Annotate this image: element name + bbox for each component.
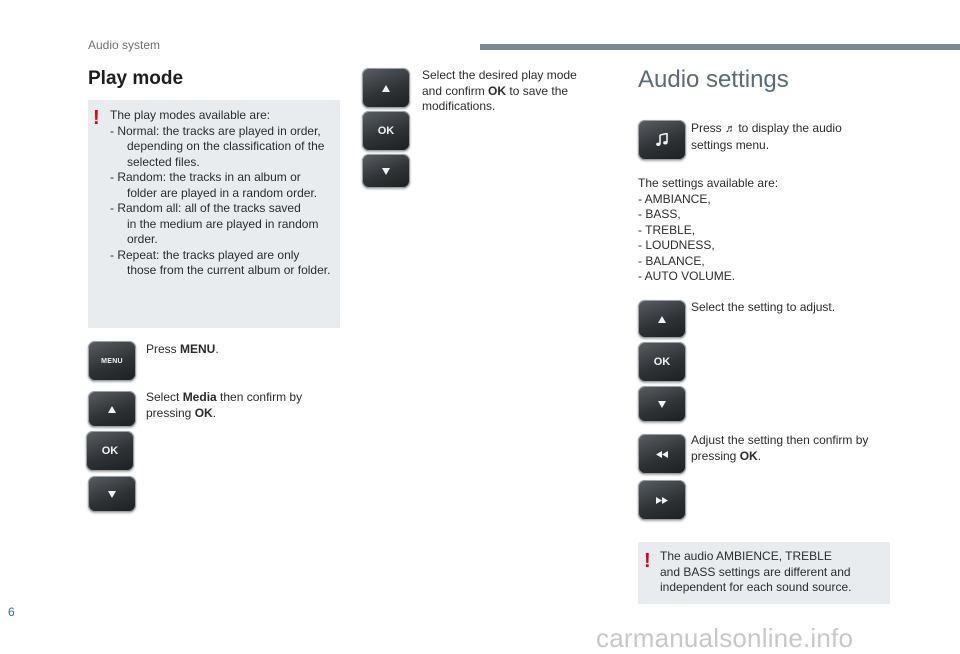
play-mode-note-text — [110, 108, 338, 279]
middle-line1: Select the desired play mode — [422, 68, 577, 82]
section-header: Audio system — [88, 38, 161, 52]
note-line: selected files. — [127, 154, 200, 169]
press-suffix: . — [215, 342, 219, 356]
down-arrow-icon — [382, 168, 390, 175]
down-button[interactable] — [88, 476, 136, 512]
note-line: depending on the classification of the — [127, 139, 325, 153]
select-play-mode-text — [422, 68, 592, 115]
middle-line2-prefix: and confirm — [422, 83, 489, 98]
select-media-text — [146, 390, 336, 421]
settings-item: - LOUDNESS, — [638, 238, 715, 252]
audio-settings-button[interactable] — [638, 120, 686, 160]
middle-line3: modifications. — [422, 99, 496, 113]
audio-note-line: and BASS settings are different and — [660, 564, 851, 579]
rewind-icon — [656, 451, 668, 458]
rewind-button[interactable] — [638, 434, 686, 474]
menu-button[interactable]: MENU — [88, 341, 136, 381]
settings-item: - AUTO VOLUME. — [638, 269, 736, 283]
settings-item: - AMBIANCE, — [638, 191, 711, 206]
settings-intro: The settings available are: — [638, 176, 779, 190]
ok-button[interactable]: OK — [86, 431, 134, 471]
warning-icon: ! — [644, 550, 651, 572]
up-arrow-icon — [108, 406, 116, 413]
adjust-line1: Adjust the setting then confirm by — [691, 433, 869, 447]
up-arrow-icon — [382, 85, 390, 92]
adjust-line2-suffix: . — [757, 448, 762, 463]
press-prefix: Press — [146, 342, 181, 356]
fast-forward-button[interactable] — [638, 480, 686, 520]
press-audio-text — [691, 121, 891, 153]
adjust-line2-prefix: pressing — [691, 448, 740, 463]
down-button[interactable] — [362, 154, 410, 188]
down-arrow-icon — [108, 491, 116, 498]
note-line: - Repeat: the tracks played are only — [110, 247, 300, 262]
watermark: carmanualsonline.info — [596, 623, 854, 653]
audio-note-line: The audio AMBIENCE, TREBLE — [660, 549, 832, 563]
music-note-icon: ♬ — [725, 123, 737, 135]
up-button[interactable] — [88, 391, 136, 427]
header-bar — [480, 44, 960, 50]
adjust-setting-text — [691, 433, 891, 464]
select-mid: then confirm by — [216, 390, 303, 404]
press-line1-prefix: Press — [691, 121, 726, 135]
note-line: The play modes available are: — [110, 108, 271, 122]
note-line: - Random all: all of the tracks saved — [110, 201, 301, 215]
adjust-line2-key: OK — [739, 448, 758, 463]
note-line: those from the current album or folder. — [127, 263, 331, 277]
select-line2-suffix: . — [212, 405, 217, 420]
settings-list — [638, 176, 838, 285]
middle-line2-key: OK — [488, 83, 507, 98]
audio-note-line: independent for each sound source. — [660, 580, 852, 594]
music-note-icon — [655, 133, 669, 147]
down-arrow-icon — [658, 401, 666, 408]
select-key: Media — [182, 390, 217, 404]
settings-item: - BALANCE, — [638, 253, 705, 268]
settings-item: - TREBLE, — [638, 222, 696, 237]
select-prefix: Select — [146, 390, 183, 404]
middle-line2-suffix: to save the — [506, 83, 569, 98]
select-line2-key: OK — [194, 405, 213, 420]
note-line: order. — [127, 232, 158, 246]
note-line: - Random: the tracks in an album or — [110, 170, 301, 184]
note-line: - Normal: the tracks are played in order, — [110, 123, 321, 138]
up-arrow-icon — [658, 316, 666, 323]
audio-note-text — [660, 549, 886, 596]
up-button[interactable] — [638, 300, 686, 338]
play-mode-title: Play mode — [88, 68, 184, 89]
ok-button[interactable]: OK — [638, 342, 686, 382]
audio-settings-title: Audio settings — [638, 66, 789, 93]
down-button[interactable] — [638, 386, 686, 422]
fast-forward-icon — [656, 497, 668, 504]
up-button[interactable] — [362, 68, 410, 108]
note-line: in the medium are played in random — [127, 216, 319, 231]
ok-button[interactable]: OK — [362, 111, 410, 151]
select-setting-text: Select the setting to adjust. — [691, 300, 836, 314]
press-key: MENU — [180, 342, 216, 356]
warning-icon: ! — [93, 107, 100, 129]
page-number: 6 — [8, 605, 15, 619]
press-line2: settings menu. — [691, 137, 770, 152]
settings-item: - BASS, — [638, 207, 681, 221]
press-line1-suffix: to display the audio — [735, 121, 842, 135]
press-menu-text — [146, 342, 219, 358]
select-line2-prefix: pressing — [146, 405, 195, 420]
note-line: folder are played in a random order. — [127, 185, 318, 200]
